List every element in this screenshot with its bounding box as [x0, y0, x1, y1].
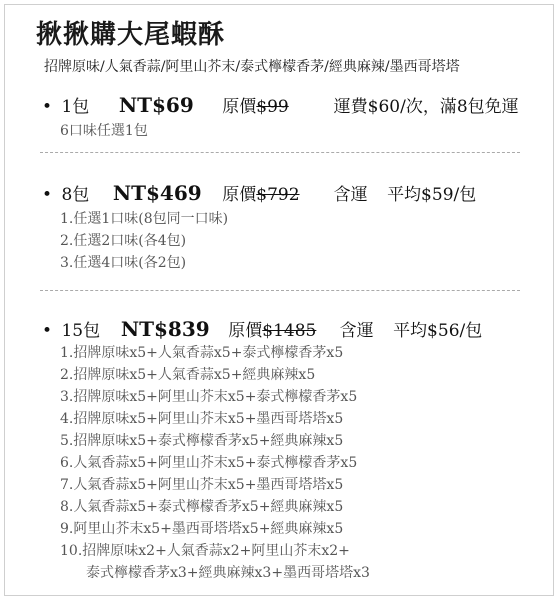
plan-3-option: 7.人氣香蒜x5+阿里山芥末x5+墨西哥塔塔x5 [60, 477, 344, 493]
plan-3-option: 8.人氣香蒜x5+泰式檸檬香茅x5+經典麻辣x5 [60, 499, 344, 515]
plan-3-qty: 15包 [61, 321, 101, 341]
plan-2-orig-price: $792 [256, 185, 300, 205]
plan-2-option: 2.任選2口味(各4包) [60, 233, 187, 249]
plan-2-price: NT$469 [112, 181, 202, 205]
plan-3-header [42, 316, 482, 341]
plan-2-average: 平均$59/包 [387, 185, 477, 205]
plan-2-option: 3.任選4口味(各2包) [60, 255, 187, 271]
plan-3-orig-label: 原價 [228, 321, 263, 341]
plan-3-orig-price: $1485 [262, 321, 317, 341]
plan-1-qty: 1包 [61, 97, 90, 117]
plan-2-header [42, 180, 476, 205]
plan-2-orig-label: 原價 [222, 185, 257, 205]
plan-1-orig-label: 原價 [222, 97, 257, 117]
plan-3-option: 4.招牌原味x5+阿里山芥末x5+墨西哥塔塔x5 [60, 411, 344, 427]
plan-2-qty: 8包 [61, 185, 90, 205]
plan-3-option: 6.人氣香蒜x5+阿里山芥末x5+泰式檸檬香茅x5 [60, 455, 358, 471]
plan-2-option: 1.任選1口味(8包同一口味) [60, 211, 229, 227]
bullet-icon: • [42, 97, 53, 117]
plan-1-orig-price: $99 [256, 97, 289, 117]
plan-3-price: NT$839 [120, 317, 210, 341]
divider [40, 290, 520, 291]
plan-1-option: 6口味任選1包 [60, 123, 148, 139]
plan-3-option: 10.招牌原味x2+人氣香蒜x2+阿里山芥末x2+ [60, 543, 350, 559]
flavor-list: 招牌原味/人氣香蒜/阿里山芥末/泰式檸檬香茅/經典麻辣/墨西哥塔塔 [44, 59, 460, 75]
plan-3-option: 3.招牌原味x5+阿里山芥末x5+泰式檸檬香茅x5 [60, 389, 358, 405]
plan-3-option: 9.阿里山芥末x5+墨西哥塔塔x5+經典麻辣x5 [60, 521, 344, 537]
bullet-icon: • [42, 185, 53, 205]
plan-3-shipping: 含運 [339, 321, 374, 341]
plan-1-header [42, 92, 519, 117]
plan-2-shipping: 含運 [333, 185, 368, 205]
plan-1-price: NT$69 [118, 93, 194, 117]
plan-3-option: 5.招牌原味x5+泰式檸檬香茅x5+經典麻辣x5 [60, 433, 344, 449]
page-title: 揪揪購大尾蝦酥 [36, 20, 226, 50]
plan-3-average: 平均$56/包 [393, 321, 483, 341]
divider [40, 152, 520, 153]
plan-3-option-continued: 泰式檸檬香茅x3+經典麻辣x3+墨西哥塔塔x3 [86, 565, 370, 581]
plan-3-option: 2.招牌原味x5+人氣香蒜x5+經典麻辣x5 [60, 367, 316, 383]
bullet-icon: • [42, 321, 53, 341]
plan-1-shipping-note: 運費$60/次，滿8包免運 [333, 97, 519, 117]
plan-3-option: 1.招牌原味x5+人氣香蒜x5+泰式檸檬香茅x5 [60, 345, 344, 361]
